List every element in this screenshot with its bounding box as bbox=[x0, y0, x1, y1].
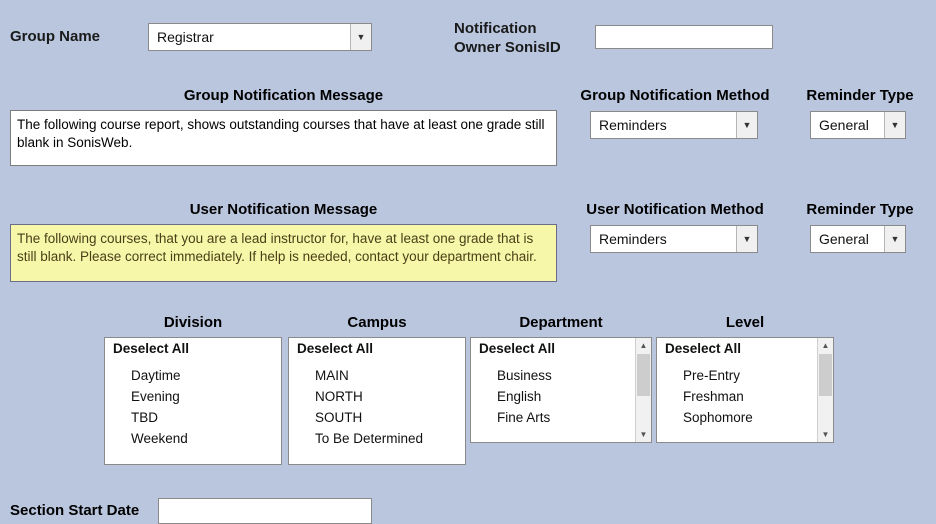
notification-owner-label: Notification Owner SonisID bbox=[454, 20, 561, 56]
department-listbox[interactable] bbox=[470, 337, 652, 443]
user-notification-message-textarea[interactable]: The following courses, that you are a lead instructor for, have at least one grade that is still blank. Please correct immediately. If help is needed, contact your department chair. bbox=[10, 224, 557, 282]
division-heading: Division bbox=[163, 314, 223, 331]
chevron-down-icon[interactable]: ▼ bbox=[736, 226, 757, 252]
department-heading: Department bbox=[519, 314, 603, 331]
list-item[interactable]: To Be Determined bbox=[315, 431, 424, 446]
chevron-up-icon[interactable]: ▲ bbox=[636, 338, 651, 353]
group-notification-method-heading: Group Notification Method bbox=[580, 87, 770, 104]
group-notification-method-select[interactable] bbox=[590, 111, 758, 139]
scrollbar-thumb[interactable] bbox=[819, 354, 832, 396]
list-item[interactable]: Pre-Entry bbox=[683, 368, 741, 383]
chevron-down-icon[interactable]: ▼ bbox=[350, 24, 371, 50]
campus-heading: Campus bbox=[347, 314, 407, 331]
chevron-down-icon[interactable]: ▼ bbox=[884, 226, 905, 252]
chevron-down-icon[interactable]: ▼ bbox=[818, 427, 833, 442]
group-name-select-value: Registrar bbox=[157, 29, 214, 45]
level-scrollbar[interactable] bbox=[817, 338, 833, 442]
group-notification-message-heading: Group Notification Message bbox=[183, 87, 384, 104]
division-listbox[interactable] bbox=[104, 337, 282, 465]
list-item[interactable]: TBD bbox=[131, 410, 158, 425]
list-item[interactable]: Business bbox=[497, 368, 552, 383]
user-notification-method-select[interactable] bbox=[590, 225, 758, 253]
division-deselect-all[interactable]: Deselect All bbox=[113, 341, 190, 356]
list-item[interactable]: Evening bbox=[131, 389, 180, 404]
group-reminder-type-value: General bbox=[819, 117, 869, 133]
user-reminder-type-heading: Reminder Type bbox=[806, 201, 914, 218]
level-listbox[interactable] bbox=[656, 337, 834, 443]
user-reminder-type-value: General bbox=[819, 231, 869, 247]
group-reminder-type-heading: Reminder Type bbox=[806, 87, 914, 104]
user-reminder-type-select[interactable] bbox=[810, 225, 906, 253]
group-name-label: Group Name bbox=[10, 28, 101, 45]
list-item[interactable]: Freshman bbox=[683, 389, 744, 404]
chevron-down-icon[interactable]: ▼ bbox=[636, 427, 651, 442]
user-notification-message-heading: User Notification Message bbox=[189, 201, 378, 218]
chevron-down-icon[interactable]: ▼ bbox=[736, 112, 757, 138]
list-item[interactable]: English bbox=[497, 389, 542, 404]
list-item[interactable]: Sophomore bbox=[683, 410, 753, 425]
user-notification-method-heading: User Notification Method bbox=[586, 201, 764, 218]
list-item[interactable]: Fine Arts bbox=[497, 410, 551, 425]
department-scrollbar[interactable] bbox=[635, 338, 651, 442]
department-deselect-all[interactable]: Deselect All bbox=[479, 341, 556, 356]
list-item[interactable]: Weekend bbox=[131, 431, 188, 446]
list-item[interactable]: Daytime bbox=[131, 368, 181, 383]
group-notification-message-textarea[interactable]: The following course report, shows outstanding courses that have at least one grade still blank in SonisWeb. bbox=[10, 110, 557, 166]
group-reminder-type-select[interactable] bbox=[810, 111, 906, 139]
scrollbar-thumb[interactable] bbox=[637, 354, 650, 396]
level-deselect-all[interactable]: Deselect All bbox=[665, 341, 742, 356]
list-item[interactable]: SOUTH bbox=[315, 410, 363, 425]
user-notification-method-value: Reminders bbox=[599, 231, 667, 247]
chevron-down-icon[interactable]: ▼ bbox=[884, 112, 905, 138]
campus-deselect-all[interactable]: Deselect All bbox=[297, 341, 374, 356]
notification-owner-input[interactable] bbox=[595, 25, 773, 49]
campus-listbox[interactable] bbox=[288, 337, 466, 465]
list-item[interactable]: NORTH bbox=[315, 389, 363, 404]
group-name-select[interactable] bbox=[148, 23, 372, 51]
group-notification-method-value: Reminders bbox=[599, 117, 667, 133]
list-item[interactable]: MAIN bbox=[315, 368, 349, 383]
section-start-date-label: Section Start Date bbox=[10, 502, 140, 519]
section-start-date-input[interactable] bbox=[158, 498, 372, 524]
chevron-up-icon[interactable]: ▲ bbox=[818, 338, 833, 353]
level-heading: Level bbox=[725, 314, 765, 331]
top-row bbox=[0, 0, 936, 70]
